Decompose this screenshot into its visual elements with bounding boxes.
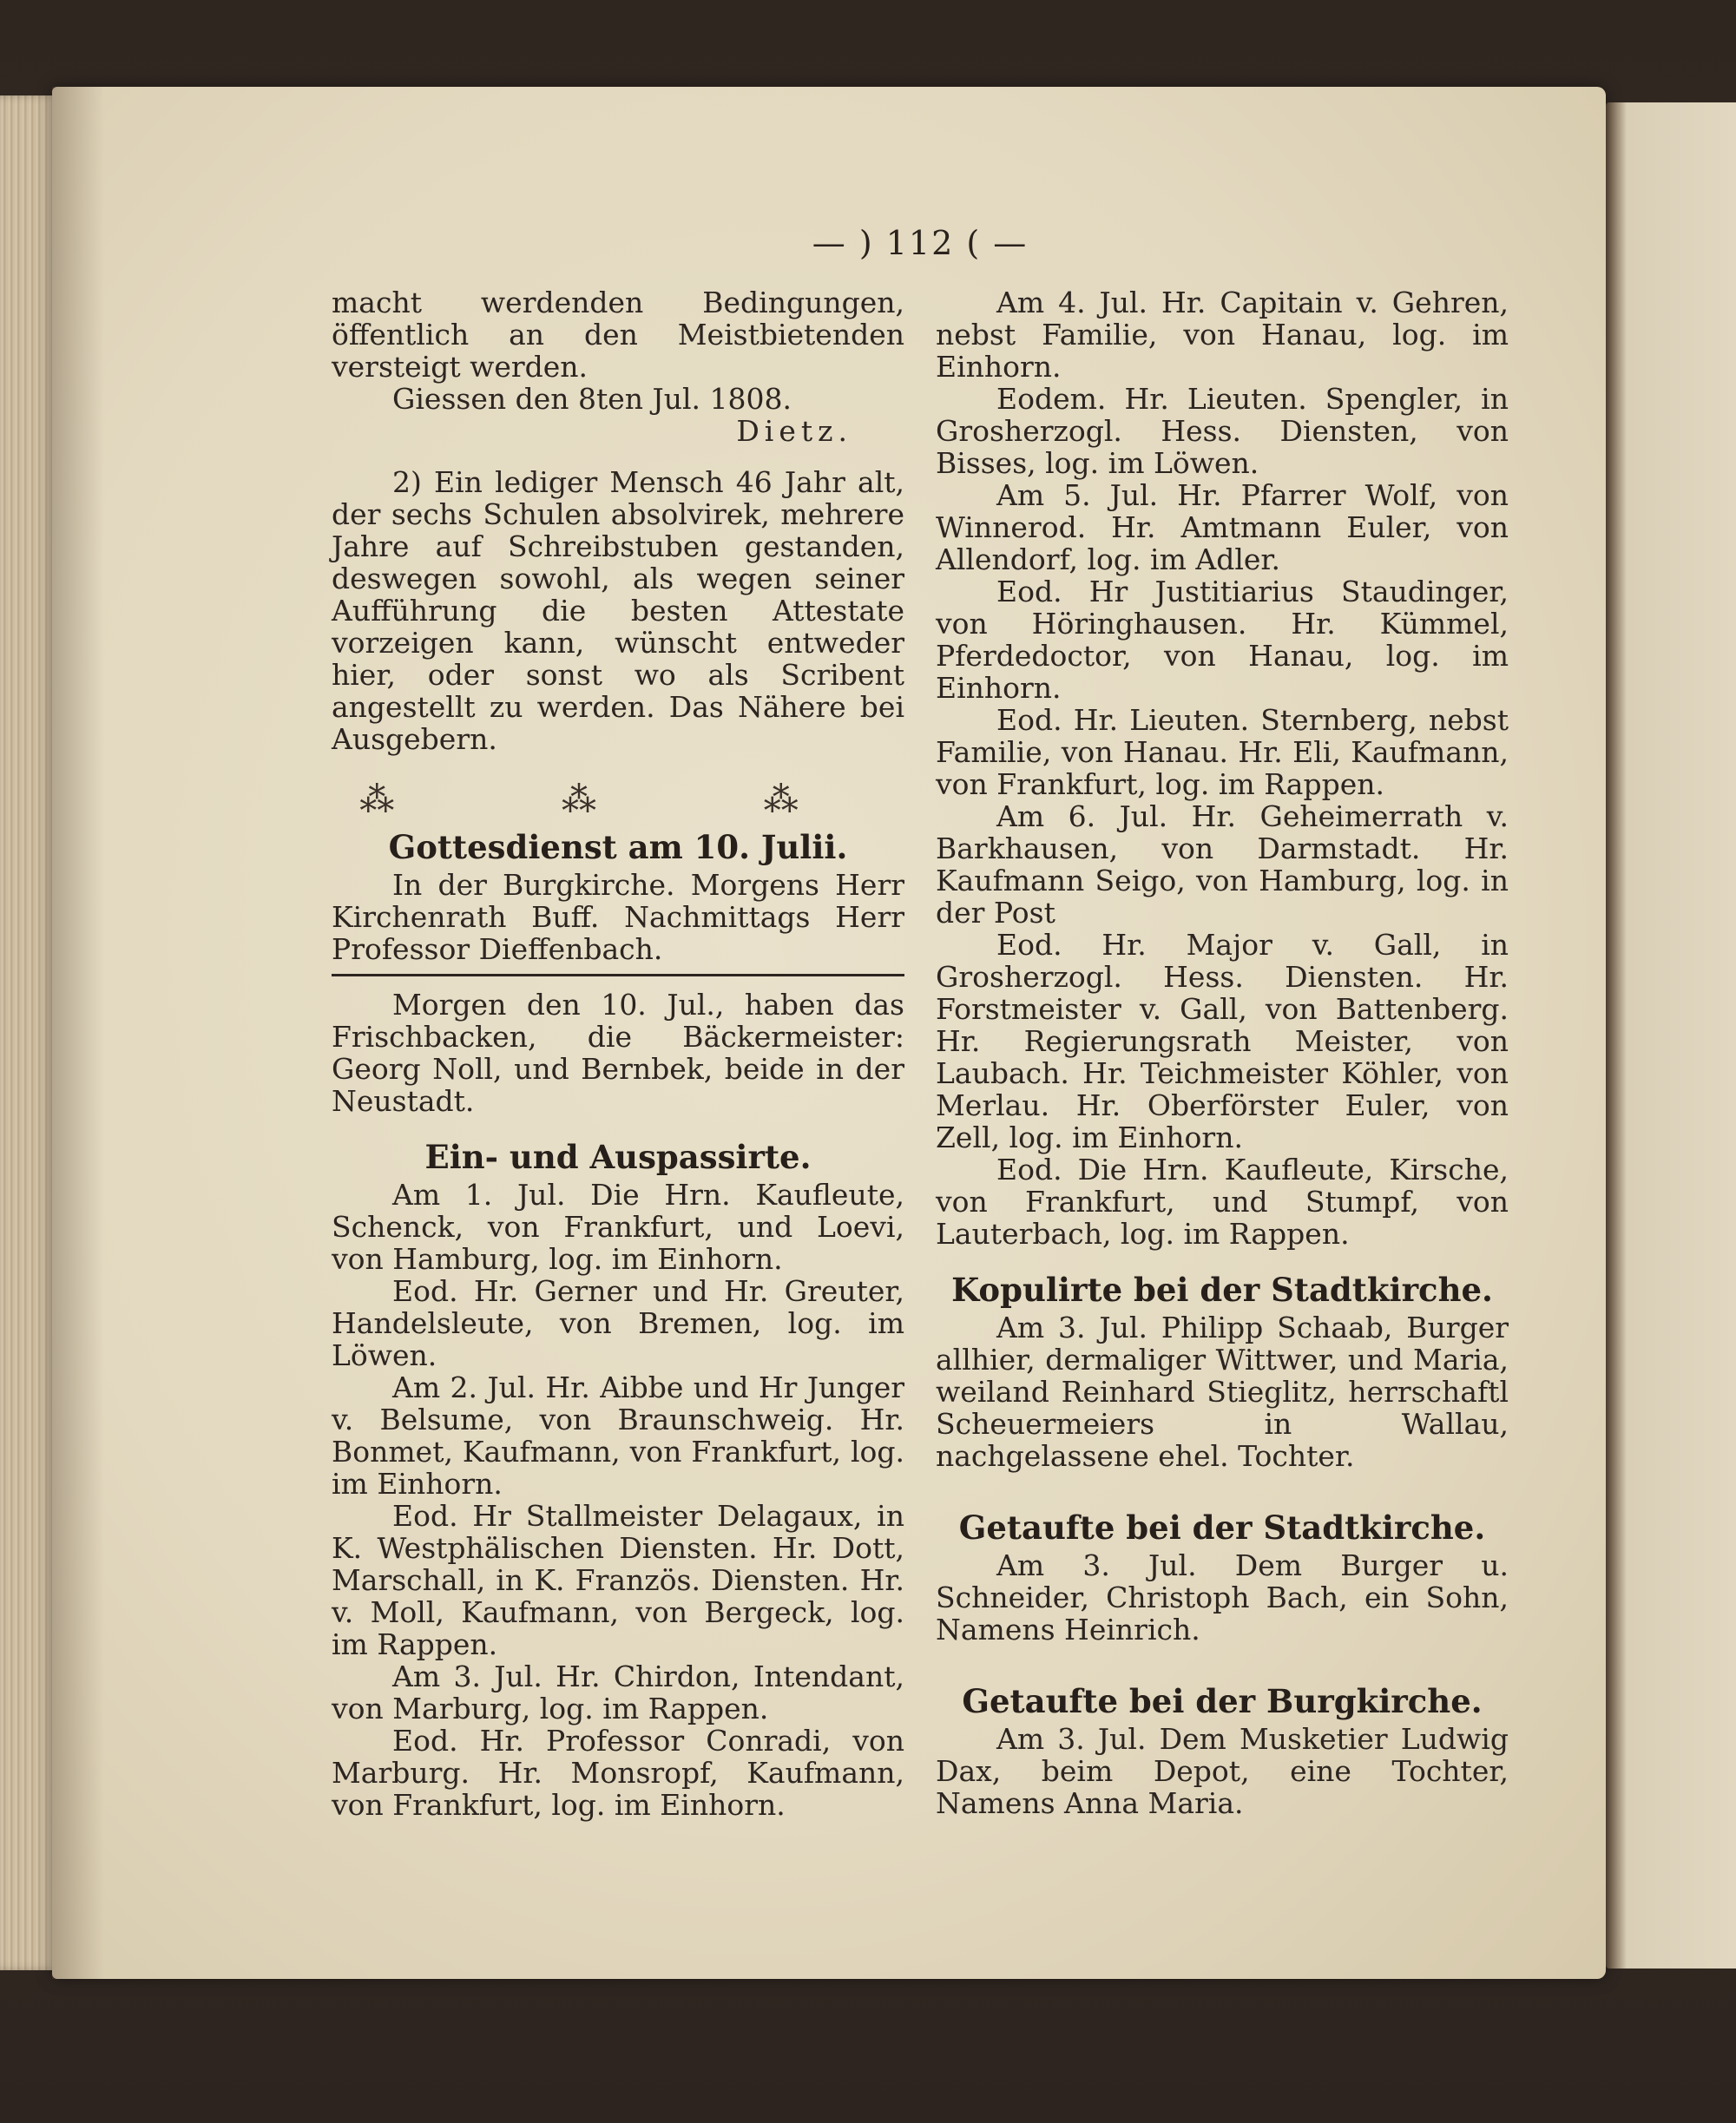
heading-kopulirte: Kopulirte bei der Stadtkirche. — [951, 1271, 1493, 1309]
gutter-shadow — [52, 87, 104, 1979]
arrival-entry: Eod. Hr. Gerner und Hr. Greuter, Handelsleute, von Bremen, log. im Löwen. — [332, 1274, 904, 1372]
right-column — [936, 286, 1509, 1819]
notice-continuation: macht werdenden Bedingungen, öffentlich an den Meistbietenden versteigt werden. — [332, 286, 904, 384]
left-column — [332, 286, 904, 1821]
arrival-entry: Am 1. Jul. Die Hrn. Kaufleute, Schenck, von Frankfurt, und Loevi, von Hamburg, log. im Einhorn. — [332, 1178, 904, 1276]
page-number-header: — ) 112 ( — — [812, 224, 1029, 262]
notice-job-seeker: 2) Ein lediger Mensch 46 Jahr alt, der sechs Schulen absolvirek, mehrere Jahre auf Schreibstuben gestanden, deswegen sowohl, als wegen seiner Aufführung die besten Attestate vorzeigen kann, wünscht entweder hier, oder sonst wo als Scribent angestellt zu werden. Das Nähere bei Ausgebern. — [332, 465, 904, 756]
baker-notice: Morgen den 10. Jul., haben das Frischbacken, die Bäckermeister: Georg Noll, und Bernbek, beide in der Neustadt. — [332, 988, 904, 1118]
facing-page-edge — [1606, 102, 1736, 1969]
baptism-entry: Am 3. Jul. Dem Burger u. Schneider, Christoph Bach, ein Sohn, Namens Heinrich. — [936, 1548, 1509, 1646]
heading-getaufte-stadtkirche: Getaufte bei der Stadtkirche. — [958, 1508, 1486, 1547]
arrival-entry: Am 4. Jul. Hr. Capitain v. Gehren, nebst Familie, von Hanau, log. im Einhorn. — [936, 286, 1509, 384]
marriage-entry: Am 3. Jul. Philipp Schaab, Burger allhier, dermaliger Wittwer, und Maria, weiland Reinhard Stieglitz, herrschaftl Scheuermeiers in Wallau, nachgelassene ehel. Tochter. — [936, 1311, 1509, 1473]
arrival-entry: Eodem. Hr. Lieuten. Spengler, in Grosherzogl. Hess. Diensten, von Bisses, log. im Löwen. — [936, 382, 1509, 480]
arrival-entry: Eod. Hr Justitiarius Staudinger, von Höringhausen. Hr. Kümmel, Pferdedoctor, von Hanau, log. im Einhorn. — [936, 575, 1509, 705]
arrival-entry: Eod. Hr. Lieuten. Sternberg, nebst Familie, von Hanau. Hr. Eli, Kaufmann, von Frankfurt, log. im Rappen. — [936, 703, 1509, 801]
baptism-entry: Am 3. Jul. Dem Musketier Ludwig Dax, beim Depot, eine Tochter, Namens Anna Maria. — [936, 1722, 1509, 1820]
notice-place-date: Giessen den 8ten Jul. 1808. — [392, 382, 792, 416]
notice-signature: Dietz. — [736, 414, 852, 448]
asterism-ornament: ⁂ ⁂ ⁂ — [359, 780, 877, 820]
arrival-entry: Eod. Hr. Professor Conradi, von Marburg. Hr. Monsropf, Kaufmann, von Frankfurt, log. im Einhorn. — [332, 1724, 904, 1822]
arrival-entry: Am 5. Jul. Hr. Pfarrer Wolf, von Winnerod. Hr. Amtmann Euler, von Allendorf, log. im Adler. — [936, 478, 1509, 576]
arrival-entry: Am 2. Jul. Hr. Aibbe und Hr Junger v. Belsume, von Braunschweig. Hr. Bonmet, Kaufmann, von Frankfurt, log. im Einhorn. — [332, 1370, 904, 1501]
arrival-entry: Am 3. Jul. Hr. Chirdon, Intendant, von Marburg, log. im Rappen. — [332, 1660, 904, 1725]
heading-gottesdienst: Gottesdienst am 10. Julii. — [388, 828, 848, 866]
section-rule — [332, 974, 904, 976]
arrival-entry: Eod. Die Hrn. Kaufleute, Kirsche, von Frankfurt, und Stumpf, von Lauterbach, log. im Rappen. — [936, 1153, 1509, 1251]
gottesdienst-text: In der Burgkirche. Morgens Herr Kirchenrath Buff. Nachmittags Herr Professor Dieffenbach. — [332, 868, 904, 966]
arrival-entry: Eod. Hr. Major v. Gall, in Grosherzogl. Hess. Diensten. Hr. Forstmeister v. Gall, von Battenberg. Hr. Regierungsrath Meister, von Laubach. Hr. Teichmeister Köhler, von Merlau. Hr. Oberförster Euler, von Zell, log. im Einhorn. — [936, 928, 1509, 1154]
arrival-entry: Eod. Hr Stallmeister Delagaux, in K. Westphälischen Diensten. Hr. Dott, Marschall, in K. Französ. Diensten. Hr. v. Moll, Kaufmann, von Bergeck, log. im Rappen. — [332, 1499, 904, 1661]
arrival-entry: Am 6. Jul. Hr. Geheimerrath v. Barkhausen, von Darmstadt. Hr. Kaufmann Seigo, von Hamburg, log. in der Post — [936, 799, 1509, 930]
heading-getaufte-burgkirche: Getaufte bei der Burgkirche. — [962, 1682, 1483, 1720]
heading-ein-auspassirte: Ein- und Auspassirte. — [424, 1138, 812, 1176]
